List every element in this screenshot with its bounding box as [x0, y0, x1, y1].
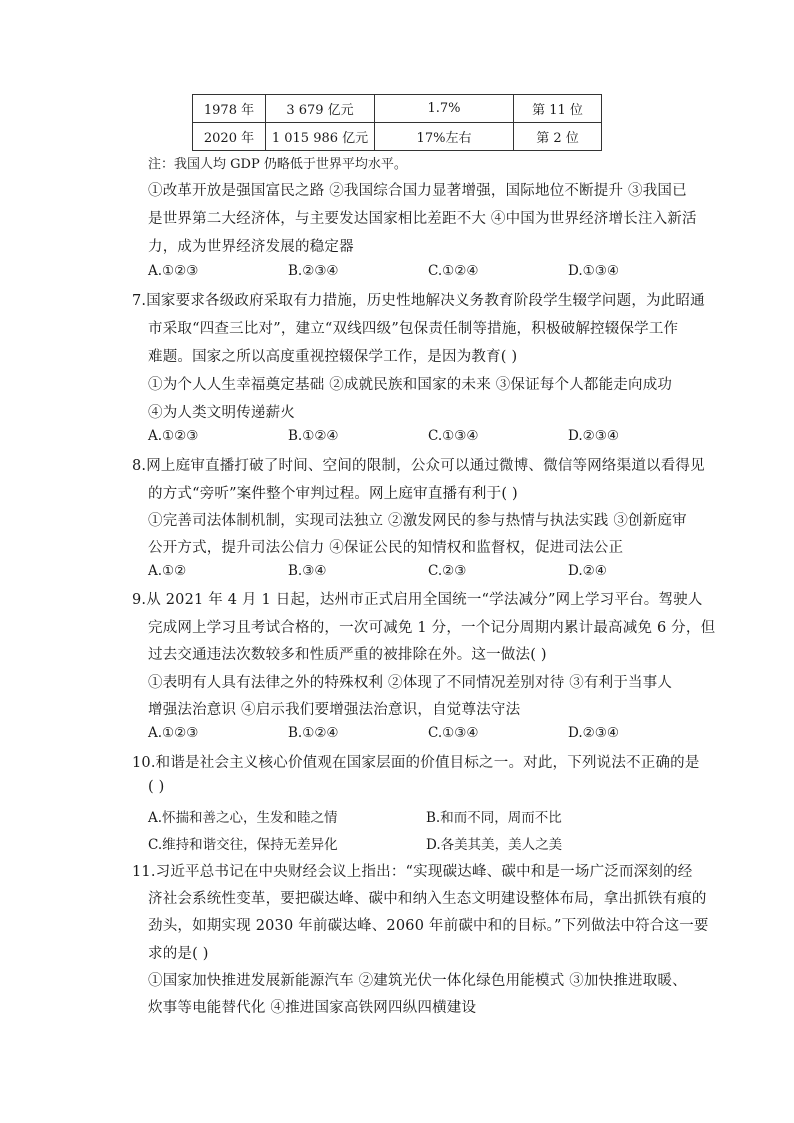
q8-line: 公开方式，提升司法公信力 ④保证公民的知情权和监督权，促进司法公正 — [148, 540, 624, 556]
option-a[interactable]: A.①② — [148, 563, 187, 579]
q8-stem: 8.网上庭审直播打破了时间、空间的限制，公众可以通过微博、微信等网络渠道以看得见 — [132, 458, 705, 474]
option-d[interactable]: D.②④ — [568, 563, 607, 579]
q7-line: ①为个人人生幸福奠定基础 ②成就民族和国家的未来 ③保证每个人都能走向成功 — [148, 377, 673, 393]
option-c[interactable]: C.①②④ — [428, 263, 479, 279]
q7-line: ④为人类文明传递薪火 — [148, 405, 295, 421]
q11-line: 济社会系统性变革，要把碳达峰、碳中和纳入生态文明建设整体布局，拿出抓铁有痕的 — [148, 891, 707, 907]
option-b[interactable]: B.①②④ — [288, 428, 339, 444]
q10-stem: 10.和谐是社会主义核心价值观在国家层面的价值目标之一。对此，下列说法不正确的是 — [132, 755, 700, 771]
q7-line: 市采取“四查三比对”，建立“双线四级”包保责任制等措施，积极破解控辍保学工作 — [148, 321, 679, 337]
option-a[interactable]: A.①②③ — [148, 725, 199, 741]
table-cell: 2020 年 — [193, 123, 266, 151]
q8-line: ①完善司法体制机制，实现司法独立 ②激发网民的参与热情与执法实践 ③创新庭审 — [148, 513, 687, 529]
table-cell: 17%左右 — [375, 123, 514, 151]
q7-line: 难题。国家之所以高度重视控辍保学工作，是因为教育( ) — [148, 349, 518, 365]
q11-stem: 11.习近平总书记在中央财经会议上指出：“实现碳达峰、碳中和是一场广泛而深刻的经 — [132, 864, 693, 880]
q9-line: 完成网上学习且考试合格的，一次可减免 1 分，一个记分周期内累计最高减免 6 分，但 — [148, 620, 716, 636]
q11-line: 求的是( ) — [148, 946, 209, 962]
table-cell: 第 11 位 — [514, 95, 602, 123]
table-row — [193, 95, 602, 123]
option-a[interactable]: A.①②③ — [148, 263, 199, 279]
q8-line: 的方式“旁听”案件整个审判过程。网上庭审直播有利于( ) — [148, 486, 518, 502]
table-cell: 1 015 986 亿元 — [266, 123, 375, 151]
option-b[interactable]: B.②③④ — [288, 263, 339, 279]
option-d[interactable]: D.②③④ — [568, 428, 619, 444]
option-d[interactable]: D.各美其美，美人之美 — [426, 837, 563, 853]
q11-line: 劲头，如期实现 2030 年前碳达峰、2060 年前碳中和的目标。”下列做法中符合这一要 — [148, 918, 709, 934]
option-d[interactable]: D.②③④ — [568, 725, 619, 741]
q10-line: ( ) — [148, 779, 165, 795]
table-cell: 3 679 亿元 — [266, 95, 375, 123]
option-c[interactable]: C.①③④ — [428, 725, 479, 741]
option-d[interactable]: D.①③④ — [568, 263, 619, 279]
option-a[interactable]: A.①②③ — [148, 428, 199, 444]
option-b[interactable]: B.和而不同，周而不比 — [426, 810, 562, 826]
option-b[interactable]: B.③④ — [288, 563, 327, 579]
option-c[interactable]: C.②③ — [428, 563, 467, 579]
q9-line: 过去交通违法次数较多和性质严重的被排除在外。这一做法( ) — [148, 647, 547, 663]
q9-line: 增强法治意识 ④启示我们要增强法治意识，自觉尊法守法 — [148, 702, 521, 718]
option-a[interactable]: A.怀揣和善之心，生发和睦之情 — [148, 810, 338, 826]
q6-line: ①改革开放是强国富民之路 ②我国综合国力显著增强，国际地位不断提升 ③我国已 — [148, 183, 687, 199]
q6-line: 力，成为世界经济发展的稳定器 — [148, 239, 354, 255]
q11-line: 炊事等电能替代化 ④推进国家高铁网四纵四横建设 — [148, 1000, 477, 1016]
table-note: 注：我国人均 GDP 仍略低于世界平均水平。 — [148, 157, 407, 172]
q9-stem: 9.从 2021 年 4 月 1 日起，达州市正式启用全国统一“学法减分”网上学习平台。驾驶人 — [132, 592, 703, 608]
table-row — [193, 123, 602, 151]
q6-line: 是世界第二大经济体，与主要发达国家相比差距不大 ④中国为世界经济增长注入新活 — [148, 211, 697, 227]
table-cell: 1978 年 — [193, 95, 266, 123]
q11-line: ①国家加快推进发展新能源汽车 ②建筑光伏一体化绿色用能模式 ③加快推进取暖、 — [148, 973, 687, 989]
q9-line: ①表明有人具有法律之外的特殊权利 ②体现了不同情况差别对待 ③有利于当事人 — [148, 675, 673, 691]
option-c[interactable]: C.维持和谐交往，保持无差异化 — [148, 837, 338, 853]
option-b[interactable]: B.①②④ — [288, 725, 339, 741]
gdp-table — [192, 94, 602, 151]
q7-stem: 7.国家要求各级政府采取有力措施，历史性地解决义务教育阶段学生辍学问题，为此昭通 — [132, 293, 705, 309]
option-c[interactable]: C.①③④ — [428, 428, 479, 444]
table-cell: 第 2 位 — [514, 123, 602, 151]
table-cell: 1.7% — [375, 95, 514, 123]
